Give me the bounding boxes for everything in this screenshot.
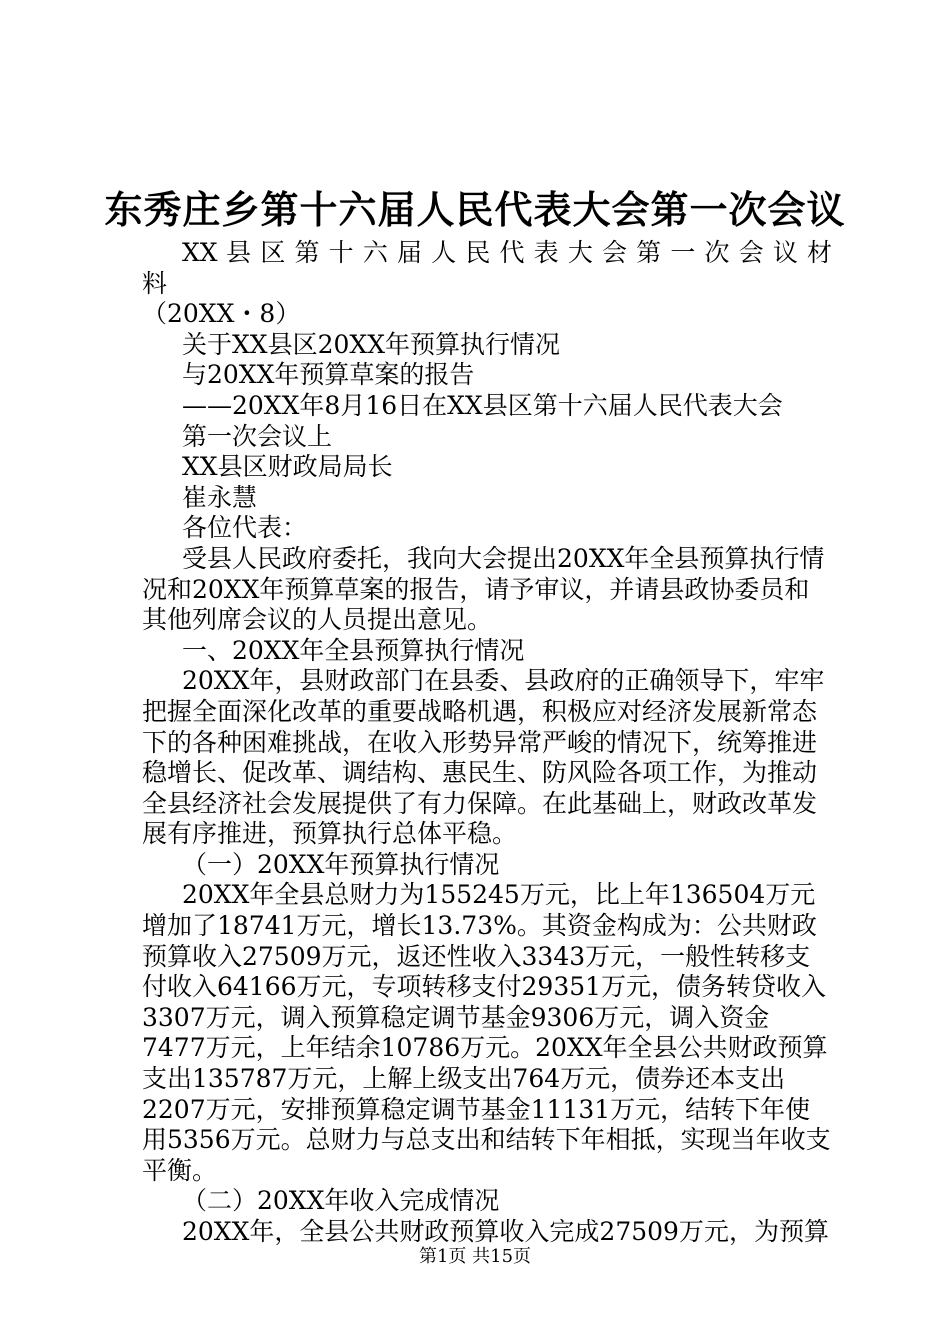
paragraph-1: 20XX年，县财政部门在县委、县政府的正确领导下，牢牢把握全面深化改革的重要战略机遇，积极应对经济发展新常态下的各种困难挑战，在收入形势异常严峻的情况下，统筹推进稳增长、促改革、调结构、惠民生、防风险各项工作，为推动全县经济社会发展提供了有力保障。在此基础上，财政改革发展有序推进，预算执行总体平稳。: [142, 666, 825, 849]
document-title: 东秀庄乡第十六届人民代表大会第一次会议: [104, 187, 846, 232]
greeting: 各位代表：: [182, 513, 308, 543]
report-title-line-1: 关于XX县区20XX年预算执行情况: [182, 329, 561, 359]
subtitle-date: （20XX・8）: [142, 299, 301, 329]
section-heading-1: 一、20XX年全县预算执行情况: [182, 635, 525, 665]
speaker-name: 崔永慧: [182, 482, 258, 512]
page-footer: 第1页 共15页: [418, 1246, 532, 1267]
paragraph-2: 20XX年全县总财力为155245万元，比上年136504万元增加了18741万元，增长13.73%。其资金构成为：公共财政预算收入27509万元，返还性收入3343万元，一般性转移支付收入64166万元，专项转移支付29351万元，债务转贷收入3307万元，调入预算稳定调节基金9306万元，调入资金7477万元，上年结余10786万元。20XX年全县公共财政预算支出135787万元，上解上级支出764万元，债券还本支出2207万元，安排预算稳定调节基金11131万元，结转下年使用5356万元。总财力与总支出和结转下年相抵，实现当年收支平衡。: [142, 880, 831, 1185]
speaker-title: XX县区财政局局长: [182, 452, 393, 482]
meeting-line-2: 第一次会议上: [182, 421, 333, 451]
meeting-line-1: ——20XX年8月16日在XX县区第十六届人民代表大会: [182, 390, 783, 420]
paragraph-intro: 受县人民政府委托，我向大会提出20XX年全县预算执行情况和20XX年预算草案的报告，请予审议，并请县政协委员和其他列席会议的人员提出意见。: [142, 543, 825, 635]
document-body: [142, 238, 832, 1248]
subsection-heading-1: （一）20XX年预算执行情况: [182, 849, 500, 879]
subsection-heading-2: （二）20XX年收入完成情况: [182, 1186, 500, 1216]
report-title-line-2: 与20XX年预算草案的报告: [182, 360, 475, 390]
paragraph-3: 20XX年，全县公共财政预算收入完成27509万元，为预算: [182, 1217, 829, 1246]
subtitle-line: XX 县 区 第 十 六 届 人 民 代 表 大 会 第 一 次 会 议 材 料: [142, 238, 832, 298]
